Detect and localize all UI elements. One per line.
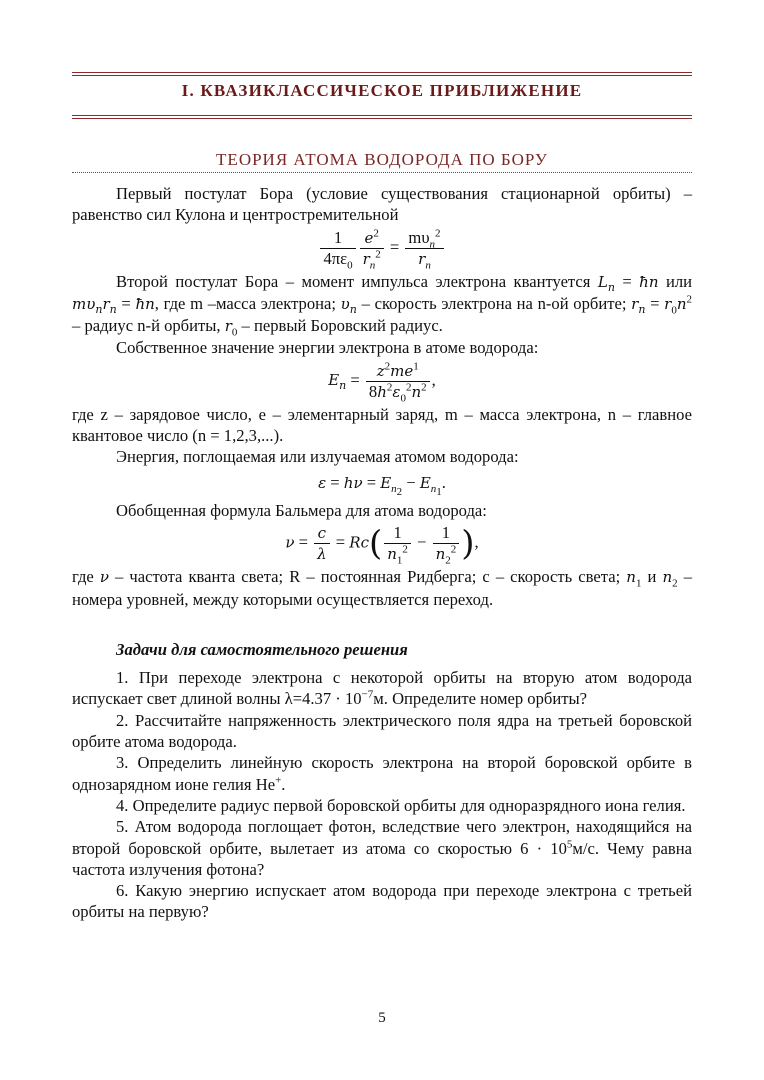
task-2: 2. Рассчитайте напряженность электрического поля ядра на третьей боровской орбите атома водорода. [72,710,692,752]
paragraph-second-postulate: Второй постулат Бора – момент импульса электрона квантуется $L_n$ = ħn или $m\upsilon_nr_n$ = ħn, где m –масса электрона; $\upsilon_n$ – скорость электрона на n-ой орбите; $r_n = r_0n^2$ – радиус n-й орбиты, $r_0$ – первый Боровский радиус. [72,271,692,339]
body-text [72,183,692,923]
task-3: 3. Определить линейную скорость электрона на второй боровской орбите в однозарядном ионе гелия He+. [72,753,692,794]
task-6: 6. Какую энергию испускает атом водорода при переходе электрона с третьей орбиты на первую? [72,881,692,922]
task-5: 5. Атом водорода поглощает фотон, вследствие чего электрон, находящийся на второй боровской орбите, вылетает из атома со скоростью $6 \cdot 10^5м/с$. Чему равна частота излучения фотона? [72,817,692,879]
task-1: 1. При переходе электрона с некоторой орбиты на вторую атом водорода испускает свет длиной волны $\lambda=4.37 \cdot 10^{-7}м$. Определите номер орбиты? [72,668,692,709]
task-4: 4. Определите радиус первой боровской орбиты для одноразрядного иона гелия. [116,795,686,815]
header-rule-bottom-2 [72,118,692,119]
header-rule-bottom [72,115,692,116]
chapter-title: I. КВАЗИКЛАССИЧЕСКОЕ ПРИБЛИЖЕНИЕ [181,81,583,100]
formula-photon-energy: $\varepsilon = h\nu = E_{n_2} - E_{n_1}$. [318,472,446,499]
header-rule-top-2 [72,75,692,76]
formula-energy: $E_n$ = $\frac{z^2me^1}{8h^2\varepsilon_0^2n^2}$ , [328,360,436,405]
section-title: ТЕОРИЯ АТОМА ВОДОРОДА ПО БОРУ [216,150,548,169]
formula-balmer: ν = $\frac{c}{\lambda}$ = Rc( $\frac{1}{n_1^2}$ − $\frac{1}{n_2^2}$ ), [285,523,479,567]
paragraph-absorbed-energy: Энергия, поглощаемая или излучаемая атомом водорода: [116,447,519,467]
paragraph-energy-eigenvalue: Собственное значение энергии электрона в атоме водорода: [116,338,539,358]
section-dotted-rule [72,172,692,173]
paragraph-balmer: Обобщенная формула Бальмера для атома водорода: [116,500,487,520]
paragraph-where-z: где z – зарядовое число, e – элементарный заряд, m – масса электрона, n – главное квантовое число (n = 1,2,3,...). [72,404,692,446]
page-number: 5 [378,1010,386,1026]
paragraph-first-postulate: Первый постулат Бора (условие существования стационарной орбиты) – равенство сил Кулона и центростремительной [72,184,692,225]
tasks-heading: Задачи для самостоятельного решения [116,639,408,659]
header-rule-top [72,72,692,73]
formula-coulomb: $\frac{1}{4\pi\varepsilon_0}$ $\frac{e^2}{r_n^2}$ = $\frac{m\upsilon_n^2}{r_n}$ [72,228,692,269]
paragraph-where-nu: где ν – частота кванта света; R – постоянная Ридберга; c – скорость света; $n_1$ и $n_2$ – номера уровней, между которыми осуществляется переход. [72,567,692,609]
